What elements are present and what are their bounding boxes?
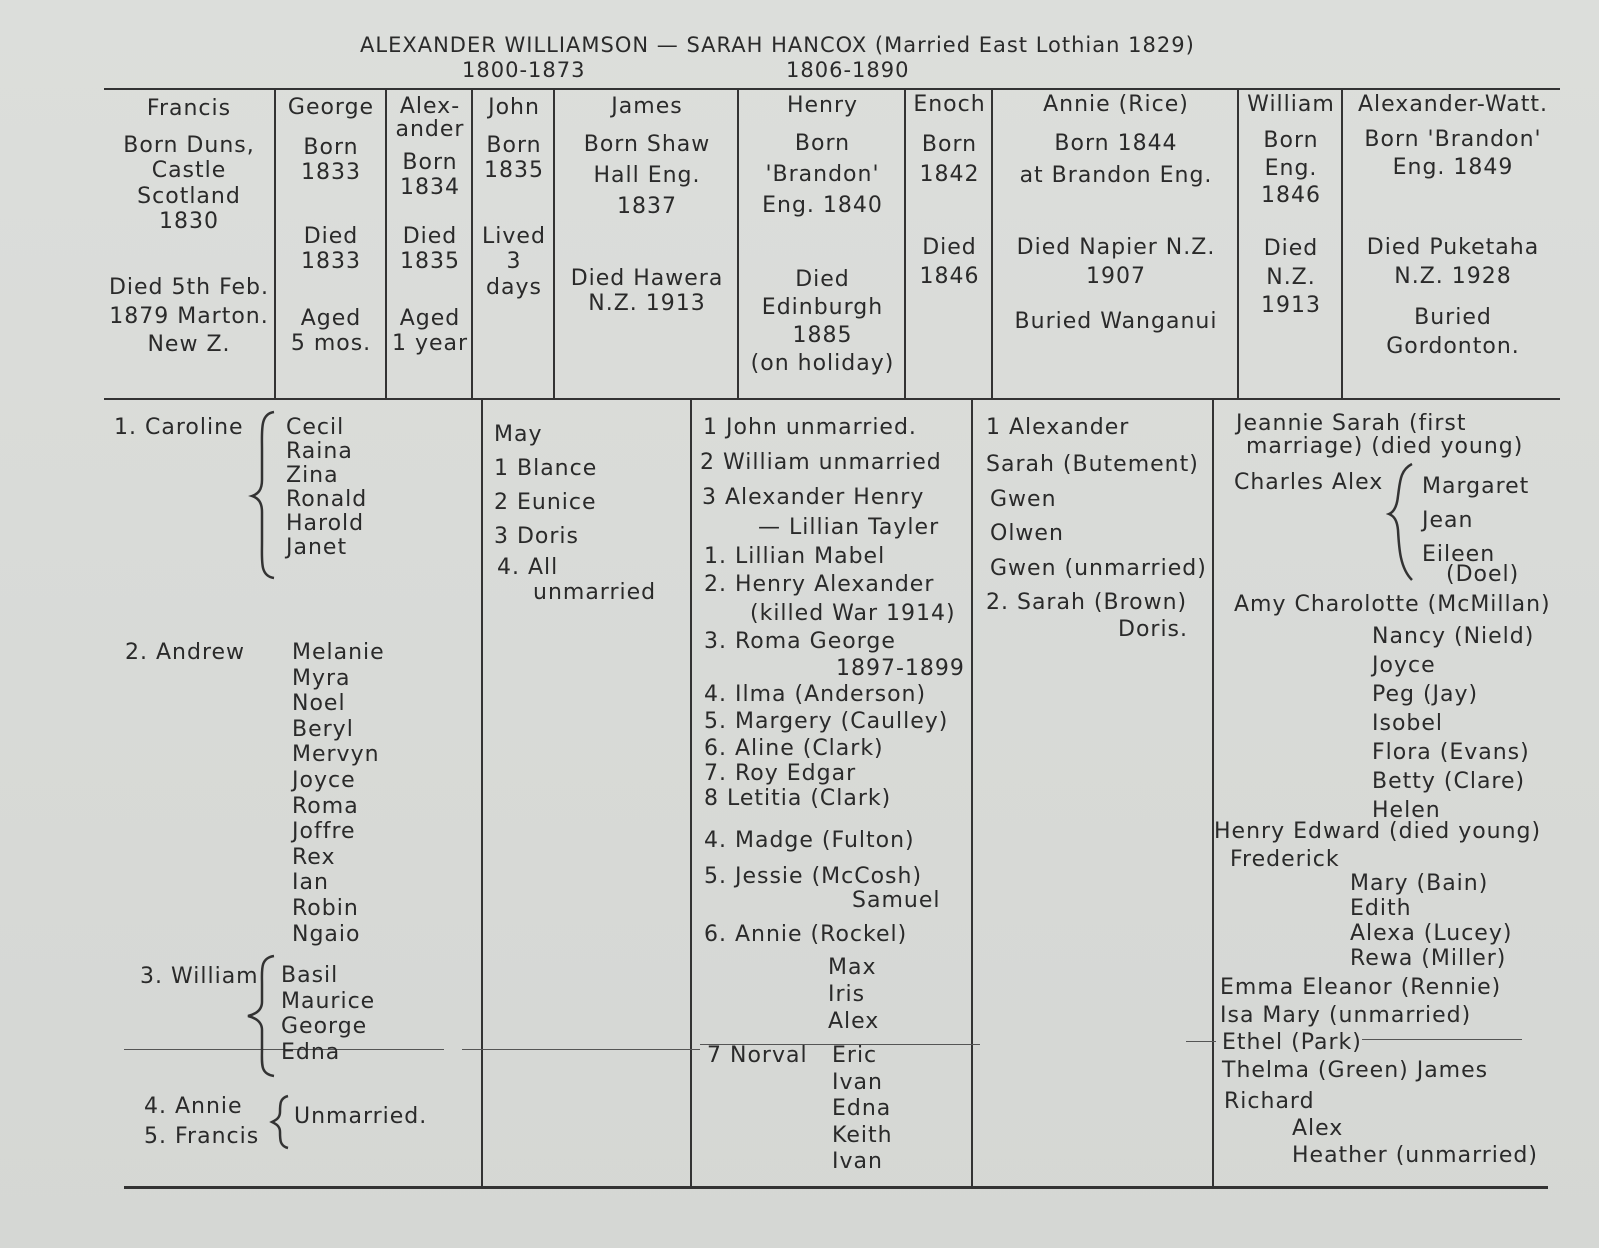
henry-desc: — Lillian Tayler bbox=[758, 515, 940, 540]
henry-desc: 2. Henry Alexander bbox=[704, 572, 935, 597]
couple-title: ALEXANDER WILLIAMSON — SARAH HANCOX (Married East Lothian 1829) bbox=[360, 33, 1195, 57]
child-name-annie: Annie (Rice) bbox=[1043, 92, 1189, 117]
henry-desc: 3. Roma George bbox=[704, 629, 896, 654]
henry-desc: (killed War 1914) bbox=[750, 601, 956, 626]
annie-desc: Gwen (unmarried) bbox=[990, 556, 1207, 581]
text-line: 1833 bbox=[301, 249, 361, 275]
henry-desc: 1. Lillian Mabel bbox=[704, 544, 886, 569]
text-line: 1835 bbox=[400, 249, 460, 275]
list-item: 1 Blance bbox=[494, 456, 598, 481]
text-line: 5 mos. bbox=[290, 331, 372, 357]
text-line: Lived bbox=[482, 224, 546, 249]
text-line: Born 'Brandon' bbox=[1364, 127, 1542, 152]
text-line: 1837 bbox=[617, 193, 677, 219]
alexander-died bbox=[387, 224, 473, 275]
text-line: Born bbox=[402, 150, 458, 175]
enoch-died bbox=[906, 234, 993, 291]
henry-desc: 8 Letitia (Clark) bbox=[704, 786, 892, 811]
col-divider bbox=[1212, 398, 1214, 1188]
text-line: Died bbox=[402, 224, 458, 249]
text-line: Died bbox=[1263, 236, 1319, 261]
james-died bbox=[555, 266, 739, 317]
list-item: Edith bbox=[1350, 896, 1412, 921]
henry-desc: Iris bbox=[828, 982, 866, 1007]
list-item: Alexa (Lucey) bbox=[1350, 921, 1513, 946]
awatt-desc: Thelma (Green) James bbox=[1222, 1058, 1489, 1083]
henry-desc: 6. Annie (Rockel) bbox=[704, 922, 908, 947]
text-line: Born bbox=[794, 131, 851, 156]
list-item: Cecil bbox=[286, 415, 345, 440]
text-line: 1834 bbox=[400, 175, 460, 201]
henry-born bbox=[739, 129, 906, 221]
francis-child-william: 3. William bbox=[140, 964, 259, 989]
list-item: Eileen bbox=[1422, 542, 1496, 567]
william-born bbox=[1239, 127, 1343, 210]
james-all-label: 4. All bbox=[497, 555, 559, 580]
list-item: Nancy (Nield) bbox=[1372, 624, 1535, 649]
list-item: Janet bbox=[286, 535, 348, 560]
header-bottom-rule bbox=[104, 398, 1560, 400]
text-line: Died Puketaha bbox=[1366, 235, 1540, 260]
francis-died bbox=[104, 274, 274, 360]
james-children bbox=[494, 418, 597, 554]
william-children bbox=[281, 963, 375, 1065]
child-name-alexander bbox=[387, 95, 473, 141]
text-line: days bbox=[486, 274, 542, 300]
james-unmarried-label: unmarried bbox=[533, 580, 657, 605]
child-name-john: John bbox=[488, 95, 540, 120]
list-item: 2 Eunice bbox=[494, 490, 597, 515]
awatt-desc: Richard bbox=[1224, 1089, 1315, 1114]
text-line: Born bbox=[486, 133, 542, 158]
text-line: Died Hawera bbox=[570, 266, 724, 291]
text-line: 1885 bbox=[792, 323, 853, 349]
text-line: Born Duns, bbox=[123, 133, 255, 158]
child-name-james: James bbox=[611, 94, 683, 119]
text-line: 1830 bbox=[159, 208, 219, 234]
text-line: Born Shaw bbox=[583, 132, 711, 157]
child-name-william: William bbox=[1247, 92, 1335, 117]
list-item: Ivan bbox=[832, 1069, 883, 1095]
charles-children bbox=[1422, 470, 1529, 572]
list-item: Keith bbox=[832, 1122, 893, 1148]
text-line: Born bbox=[1263, 128, 1319, 153]
list-item: Rex bbox=[292, 844, 336, 870]
list-item: Mervyn bbox=[292, 742, 380, 768]
henry-desc: 5. Jessie (McCosh) bbox=[704, 864, 923, 889]
text-line: Edinburgh bbox=[761, 295, 884, 321]
andrew-children bbox=[292, 640, 385, 947]
list-item: 3 Doris bbox=[494, 524, 580, 549]
text-line: N.Z. 1928 bbox=[1394, 263, 1512, 289]
text-line: 1879 Marton. bbox=[109, 303, 269, 329]
text-line: Aged bbox=[399, 306, 461, 331]
text-line: 1 year bbox=[391, 331, 469, 357]
list-item: Roma bbox=[292, 793, 359, 819]
brace-icon bbox=[248, 410, 278, 580]
text-line: Died bbox=[922, 235, 977, 260]
list-item: Jean bbox=[1422, 508, 1474, 533]
list-item: Beryl bbox=[292, 716, 354, 742]
henry-desc: 4. Madge (Fulton) bbox=[704, 828, 915, 853]
awatt-desc: Isa Mary (unmarried) bbox=[1220, 1003, 1472, 1028]
child-name-henry: Henry bbox=[786, 93, 859, 118]
text-line: Born bbox=[303, 135, 359, 160]
awatt-desc: marriage) (died young) bbox=[1246, 434, 1524, 459]
william-died bbox=[1239, 235, 1343, 321]
henry-desc: Max bbox=[828, 955, 877, 980]
list-item: Ian bbox=[292, 870, 329, 896]
text-line: Eng. 1849 bbox=[1392, 154, 1514, 180]
alexander-watt-born bbox=[1343, 126, 1563, 181]
generation-line bbox=[1186, 1041, 1216, 1042]
awatt-desc: Ethel (Park) bbox=[1222, 1030, 1362, 1055]
text-line: Alex- bbox=[399, 94, 461, 119]
henry-died bbox=[739, 266, 906, 379]
henry-desc: Samuel bbox=[852, 888, 941, 913]
list-item: Edna bbox=[832, 1096, 892, 1121]
francis-child-francis: 5. Francis bbox=[144, 1124, 260, 1149]
text-line: 1846 bbox=[919, 263, 980, 289]
alexander-watt-buried bbox=[1343, 304, 1563, 361]
james-born bbox=[555, 130, 739, 222]
george-born bbox=[276, 135, 386, 186]
list-item: Eric bbox=[832, 1043, 878, 1068]
text-line: N.Z. 1913 bbox=[588, 291, 706, 317]
henry-desc: 2 William unmarried bbox=[700, 450, 942, 475]
text-line: Buried bbox=[1414, 305, 1492, 330]
annie-desc: Doris. bbox=[1118, 617, 1189, 642]
amy-children bbox=[1372, 622, 1534, 825]
generation-line bbox=[462, 1049, 700, 1050]
annie-desc: 1 Alexander bbox=[986, 415, 1130, 440]
henry-desc: Alex bbox=[828, 1009, 880, 1034]
text-line: Gordonton. bbox=[1386, 333, 1520, 359]
henry-desc: 3 Alexander Henry bbox=[702, 485, 925, 510]
list-item: Myra bbox=[292, 665, 351, 691]
henry-desc: 1897-1899 bbox=[836, 656, 965, 681]
list-item: Robin bbox=[292, 895, 359, 921]
francis-child-annie: 4. Annie bbox=[144, 1094, 243, 1119]
text-line: 'Brandon' bbox=[765, 161, 880, 187]
caroline-children bbox=[286, 416, 367, 560]
unmarried-note: Unmarried. bbox=[294, 1104, 428, 1129]
alexander-aged bbox=[387, 306, 473, 357]
text-line: Aged bbox=[300, 306, 362, 331]
text-line: 3 bbox=[506, 249, 522, 275]
awatt-desc: Alex bbox=[1292, 1116, 1344, 1141]
text-line: Hall Eng. bbox=[593, 162, 701, 188]
text-line: New Z. bbox=[147, 332, 231, 358]
brace-icon bbox=[244, 954, 278, 1078]
list-item: Ivan bbox=[832, 1149, 883, 1174]
henry-desc: 6. Aline (Clark) bbox=[704, 736, 884, 761]
awatt-desc: Amy Charolotte (McMillan) bbox=[1234, 592, 1551, 617]
bottom-rule bbox=[124, 1186, 1548, 1189]
enoch-born bbox=[906, 130, 993, 189]
francis-child-andrew: 2. Andrew bbox=[125, 640, 246, 665]
annie-died bbox=[993, 234, 1239, 291]
list-item: Joyce bbox=[292, 767, 356, 793]
text-line: at Brandon Eng. bbox=[1019, 162, 1213, 188]
text-line: Died 5th Feb. bbox=[108, 275, 270, 300]
francis-born bbox=[104, 133, 274, 234]
list-item: Basil bbox=[281, 963, 339, 988]
awatt-desc: (Doel) bbox=[1446, 562, 1520, 587]
text-line: N.Z. bbox=[1266, 264, 1316, 290]
list-item: May bbox=[494, 422, 543, 447]
text-line: 1846 bbox=[1261, 183, 1321, 208]
list-item: Melanie bbox=[292, 640, 385, 665]
list-item: Isobel bbox=[1372, 711, 1444, 736]
awatt-desc: Jeannie Sarah (first bbox=[1236, 411, 1467, 436]
alexander-born bbox=[387, 150, 473, 201]
henry-desc: 4. Ilma (Anderson) bbox=[704, 682, 927, 707]
john-born bbox=[473, 133, 555, 184]
list-item: Flora (Evans) bbox=[1372, 740, 1530, 765]
child-name-enoch: Enoch bbox=[913, 92, 986, 117]
awatt-desc: Heather (unmarried) bbox=[1292, 1143, 1538, 1168]
awatt-desc: Charles Alex bbox=[1234, 470, 1384, 495]
list-item: Noel bbox=[292, 691, 346, 717]
wife-dates: 1806-1890 bbox=[786, 58, 910, 82]
text-line: 1842 bbox=[919, 161, 980, 187]
text-line: 1835 bbox=[484, 158, 544, 184]
annie-buried: Buried Wanganui bbox=[1014, 309, 1218, 334]
list-item: Helen bbox=[1372, 798, 1441, 823]
list-item: Joyce bbox=[1372, 653, 1436, 678]
annie-desc: 2. Sarah (Brown) bbox=[986, 590, 1188, 615]
annie-desc: Olwen bbox=[990, 521, 1064, 546]
generation-line bbox=[1362, 1039, 1522, 1040]
annie-desc: Sarah (Butement) bbox=[986, 452, 1199, 477]
list-item: Ngaio bbox=[292, 921, 361, 947]
text-line: Died bbox=[795, 267, 850, 292]
list-item: Mary (Bain) bbox=[1350, 871, 1489, 896]
list-item: Maurice bbox=[281, 988, 376, 1014]
child-name-alexander-watt: Alexander-Watt. bbox=[1357, 92, 1548, 117]
text-line: Castle bbox=[151, 158, 227, 184]
henry-desc: 1 John unmarried. bbox=[703, 415, 917, 440]
list-item: Rewa (Miller) bbox=[1350, 946, 1507, 971]
annie-desc: Gwen bbox=[990, 487, 1057, 512]
text-line: (on holiday) bbox=[750, 351, 895, 377]
henry-desc: 5. Margery (Caulley) bbox=[704, 709, 949, 734]
henry-desc: 7. Roy Edgar bbox=[704, 761, 857, 786]
list-item: Joffre bbox=[292, 819, 356, 845]
col-divider bbox=[971, 398, 973, 1188]
child-name-francis: Francis bbox=[146, 96, 232, 121]
text-line: Eng. 1840 bbox=[762, 192, 883, 218]
text-line: 1907 bbox=[1086, 263, 1146, 289]
norval-children bbox=[832, 1043, 893, 1176]
brace-icon bbox=[1386, 462, 1416, 582]
list-item: Betty (Clare) bbox=[1372, 769, 1526, 794]
brace-icon bbox=[268, 1094, 292, 1150]
text-line: Scotland bbox=[137, 183, 241, 209]
george-aged bbox=[276, 306, 386, 357]
list-item: George bbox=[281, 1014, 368, 1039]
annie-born bbox=[993, 128, 1239, 192]
husband-dates: 1800-1873 bbox=[462, 58, 586, 82]
awatt-desc: Henry Edward (died young) bbox=[1214, 819, 1542, 844]
list-item: Zina bbox=[286, 463, 339, 488]
henry-desc: 7 Norval bbox=[707, 1043, 808, 1068]
francis-child-caroline: 1. Caroline bbox=[114, 415, 244, 440]
col-divider bbox=[481, 398, 483, 1188]
alexander-watt-died bbox=[1343, 234, 1563, 291]
col-divider bbox=[690, 398, 692, 1188]
text-line: Born 1844 bbox=[1054, 131, 1178, 156]
text-line: Died Napier N.Z. bbox=[1016, 235, 1216, 260]
george-died bbox=[276, 224, 386, 275]
text-line: Died bbox=[303, 224, 359, 249]
john-lived bbox=[473, 224, 555, 300]
list-item: Harold bbox=[286, 511, 365, 536]
awatt-desc: Frederick bbox=[1230, 847, 1340, 872]
list-item: Margaret bbox=[1422, 474, 1530, 499]
text-line: 1913 bbox=[1261, 293, 1321, 319]
awatt-desc: Emma Eleanor (Rennie) bbox=[1220, 975, 1502, 1000]
fred-children bbox=[1350, 871, 1512, 971]
child-name-george: George bbox=[287, 95, 375, 120]
list-item: Ronald bbox=[286, 487, 368, 512]
text-line: 1833 bbox=[301, 160, 361, 186]
text-line: Born bbox=[921, 132, 978, 157]
text-line: Eng. bbox=[1264, 155, 1318, 181]
list-item: Edna bbox=[281, 1039, 341, 1065]
list-item: Peg (Jay) bbox=[1372, 682, 1479, 707]
list-item: Raina bbox=[286, 439, 353, 464]
text-line: ander bbox=[395, 117, 465, 143]
